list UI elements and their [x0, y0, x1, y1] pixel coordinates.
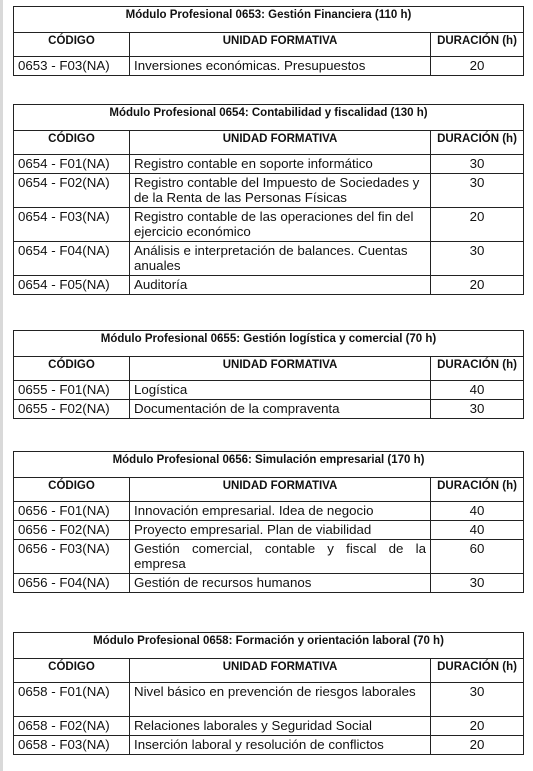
column-header-duration: DURACIÓN (h) [431, 33, 524, 57]
duration-cell: 60 [431, 540, 524, 574]
duration-cell: 30 [431, 683, 524, 717]
page-left-edge [0, 0, 3, 771]
table-row [14, 242, 524, 276]
unit-cell: Registro contable del Impuesto de Sociedades y de la Renta de las Personas Físicas [130, 174, 431, 208]
code-cell: 0653 - F03(NA) [14, 57, 130, 76]
duration-cell: 30 [431, 242, 524, 276]
module-table-0653 [13, 6, 524, 76]
duration-cell: 40 [431, 381, 524, 400]
column-header-code: CÓDIGO [14, 131, 130, 155]
module-title: Módulo Profesional 0656: Simulación empresarial (170 h) [14, 452, 524, 478]
duration-cell: 40 [431, 521, 524, 540]
code-cell: 0655 - F02(NA) [14, 400, 130, 419]
code-cell: 0656 - F01(NA) [14, 502, 130, 521]
module-table-0658 [13, 632, 524, 755]
module-table-0655 [13, 330, 524, 419]
module-title: Módulo Profesional 0654: Contabilidad y fiscalidad (130 h) [14, 105, 524, 131]
duration-cell: 40 [431, 502, 524, 521]
unit-cell: Proyecto empresarial. Plan de viabilidad [130, 521, 431, 540]
code-cell: 0654 - F01(NA) [14, 155, 130, 174]
column-header-unit: UNIDAD FORMATIVA [130, 478, 431, 502]
module-table-0654 [13, 104, 524, 295]
table-row [14, 574, 524, 593]
duration-cell: 20 [431, 208, 524, 242]
duration-cell: 30 [431, 174, 524, 208]
duration-cell: 30 [431, 400, 524, 419]
column-header-code: CÓDIGO [14, 33, 130, 57]
table-row [14, 155, 524, 174]
column-header-unit: UNIDAD FORMATIVA [130, 659, 431, 683]
column-header-duration: DURACIÓN (h) [431, 659, 524, 683]
table-row [14, 502, 524, 521]
code-cell: 0655 - F01(NA) [14, 381, 130, 400]
table-row [14, 683, 524, 717]
column-header-code: CÓDIGO [14, 659, 130, 683]
duration-cell: 30 [431, 574, 524, 593]
unit-cell: Registro contable de las operaciones del fin del ejercicio económico [130, 208, 431, 242]
unit-cell: Inversiones económicas. Presupuestos [130, 57, 431, 76]
code-cell: 0654 - F05(NA) [14, 276, 130, 295]
unit-cell: Registro contable en soporte informático [130, 155, 431, 174]
column-header-unit: UNIDAD FORMATIVA [130, 33, 431, 57]
code-cell: 0658 - F03(NA) [14, 736, 130, 755]
code-cell: 0654 - F02(NA) [14, 174, 130, 208]
module-title: Módulo Profesional 0655: Gestión logística y comercial (70 h) [14, 331, 524, 357]
duration-cell: 20 [431, 717, 524, 736]
code-cell: 0654 - F04(NA) [14, 242, 130, 276]
unit-cell: Auditoría [130, 276, 431, 295]
module-table-0656 [13, 451, 524, 593]
unit-cell: Inserción laboral y resolución de conflictos [130, 736, 431, 755]
column-header-duration: DURACIÓN (h) [431, 131, 524, 155]
table-row [14, 717, 524, 736]
table-row [14, 208, 524, 242]
unit-cell: Documentación de la compraventa [130, 400, 431, 419]
code-cell: 0658 - F01(NA) [14, 683, 130, 717]
unit-cell: Relaciones laborales y Seguridad Social [130, 717, 431, 736]
module-title: Módulo Profesional 0653: Gestión Financiera (110 h) [14, 7, 524, 33]
unit-cell: Nivel básico en prevención de riesgos laborales [130, 683, 431, 717]
code-cell: 0656 - F03(NA) [14, 540, 130, 574]
code-cell: 0654 - F03(NA) [14, 208, 130, 242]
duration-cell: 20 [431, 736, 524, 755]
table-row [14, 540, 524, 574]
table-row [14, 57, 524, 76]
table-row [14, 521, 524, 540]
code-cell: 0658 - F02(NA) [14, 717, 130, 736]
unit-cell: Gestión comercial, contable y fiscal de la empresa [130, 540, 431, 574]
column-header-unit: UNIDAD FORMATIVA [130, 357, 431, 381]
unit-cell: Innovación empresarial. Idea de negocio [130, 502, 431, 521]
code-cell: 0656 - F02(NA) [14, 521, 130, 540]
duration-cell: 30 [431, 155, 524, 174]
column-header-unit: UNIDAD FORMATIVA [130, 131, 431, 155]
table-row [14, 736, 524, 755]
column-header-duration: DURACIÓN (h) [431, 478, 524, 502]
duration-cell: 20 [431, 276, 524, 295]
module-title: Módulo Profesional 0658: Formación y orientación laboral (70 h) [14, 633, 524, 659]
unit-cell: Análisis e interpretación de balances. Cuentas anuales [130, 242, 431, 276]
column-header-duration: DURACIÓN (h) [431, 357, 524, 381]
table-row [14, 381, 524, 400]
table-row [14, 174, 524, 208]
table-row [14, 276, 524, 295]
column-header-code: CÓDIGO [14, 478, 130, 502]
duration-cell: 20 [431, 57, 524, 76]
code-cell: 0656 - F04(NA) [14, 574, 130, 593]
unit-cell: Gestión de recursos humanos [130, 574, 431, 593]
column-header-code: CÓDIGO [14, 357, 130, 381]
unit-cell: Logística [130, 381, 431, 400]
table-row [14, 400, 524, 419]
